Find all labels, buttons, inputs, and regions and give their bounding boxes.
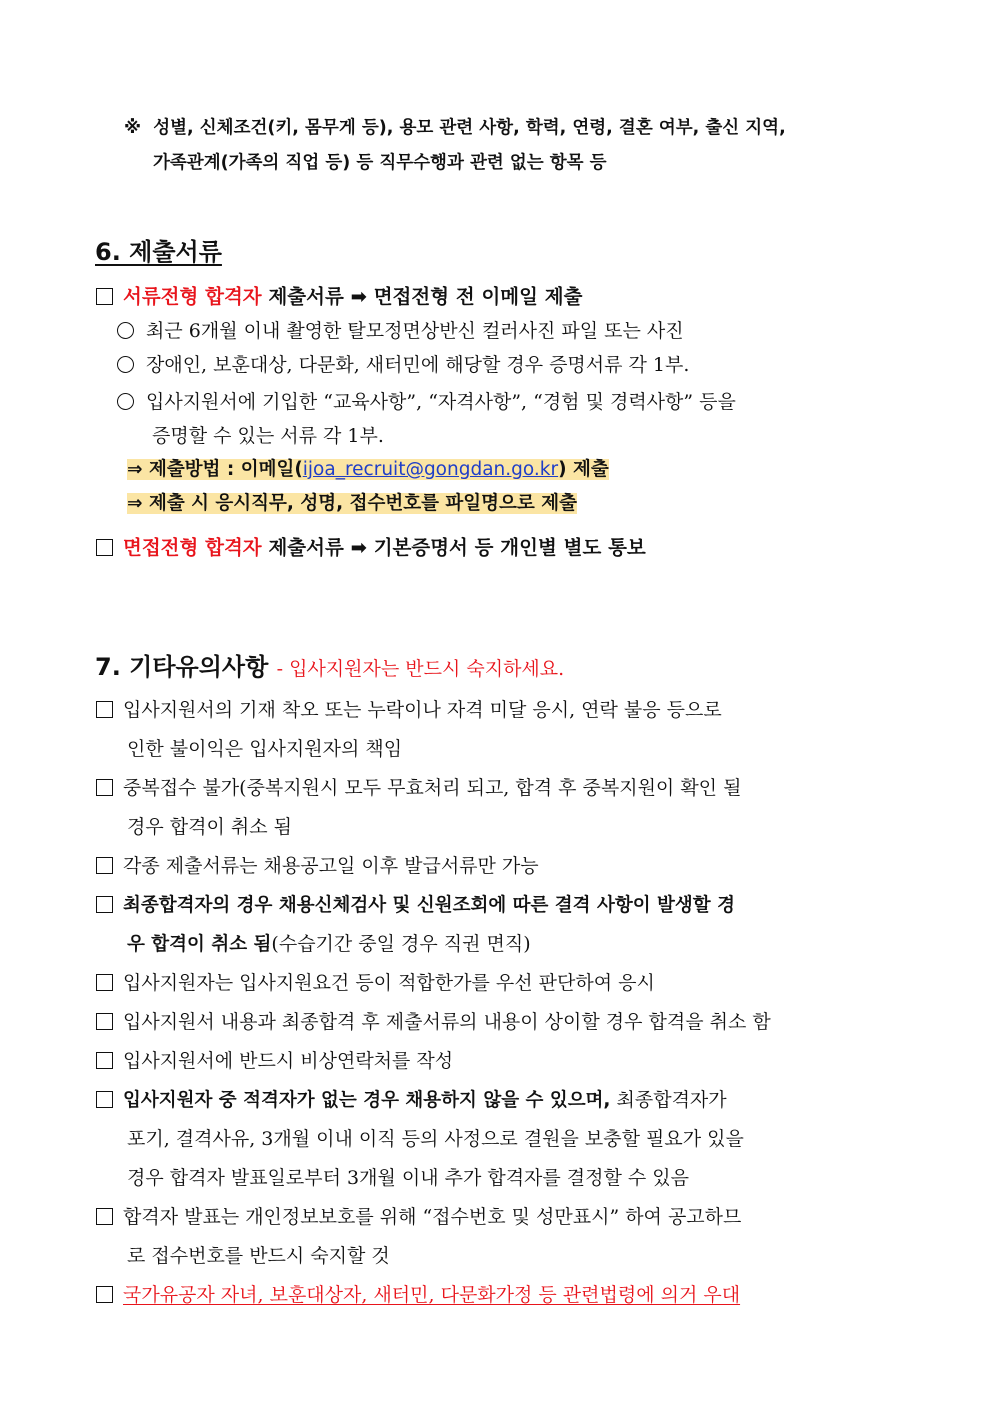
notice-text-bold: 입사지원자 중 적격자가 없는 경우 채용하지 않을 수 있으며, [123, 1090, 611, 1111]
notice-text: (수습기간 중일 경우 직권 면직) [271, 933, 531, 955]
s6-item-2-rest: 제출서류 ➡ 기본증명서 등 개인별 별도 통보 [261, 536, 646, 559]
checkbox-icon [96, 896, 113, 913]
notice-text-red: 국가유공자 자녀, 보훈대상자, 새터민, 다문화가정 등 관련법령에 의거 우대 [123, 1284, 741, 1306]
notice-text: 각종 제출서류는 채용공고일 이후 발급서류만 가능 [123, 855, 539, 877]
circle-bullet-icon [117, 322, 134, 339]
circle-bullet-icon [117, 393, 134, 410]
submit-method [127, 457, 609, 483]
s6-item-2 [96, 535, 646, 561]
s6-sub-1 [117, 318, 684, 344]
s6-sub-3-text: 입사지원서에 기입한 “교육사항”, “자격사항”, “경험 및 경력사항” 등을 [146, 391, 736, 413]
note-text-1: 성별, 신체조건(키, 몸무게 등), 용모 관련 사항, 학력, 연령, 결혼 여부, 출신 지역, [153, 118, 786, 138]
notice-text-bold: 우 합격이 취소 됨 [127, 934, 272, 955]
notice-item [96, 970, 655, 996]
checkbox-icon [96, 779, 113, 796]
notice-item [96, 1087, 727, 1114]
notice-text-bold: 최종합격자의 경우 채용신체검사 및 신원조회에 따른 결격 사항이 발생할 경 [123, 895, 735, 916]
checkbox-icon [96, 1208, 113, 1225]
notice-text: 중복접수 불가(중복지원시 모두 무효처리 되고, 합격 후 중복지원이 확인 될 [123, 777, 742, 799]
notice-item-cont: 인한 불이익은 입사지원자의 책임 [127, 738, 403, 760]
checkbox-icon [96, 701, 113, 718]
notice-item [96, 775, 741, 801]
email-link[interactable]: ijoa_recruit@gongdan.go.kr [302, 459, 559, 480]
filename-note-text: ⇒ 제출 시 응시직무, 성명, 접수번호를 파일명으로 제출 [127, 493, 577, 514]
notice-item [96, 1009, 771, 1035]
checkbox-icon [96, 857, 113, 874]
section-6-heading [95, 236, 222, 268]
s6-item-1-red: 서류전형 합격자 [123, 285, 262, 308]
s6-sub-3 [117, 389, 736, 415]
reference-mark-icon: ※ [124, 118, 142, 138]
notice-item-cont [127, 931, 531, 958]
s6-item-1-rest: 제출서류 ➡ 면접전형 전 이메일 제출 [261, 285, 583, 308]
notice-text: 입사지원자는 입사지원요건 등이 적합한가를 우선 판단하여 응시 [123, 972, 655, 994]
s6-sub-1-text: 최근 6개월 이내 촬영한 탈모정면상반신 컬러사진 파일 또는 사진 [146, 320, 684, 342]
note-line-2: 가족관계(가족의 직업 등) 등 직무수행과 관련 없는 항목 등 [153, 153, 607, 173]
submit-method-highlight [127, 459, 609, 480]
section-7-subtitle: - 입사지원자는 반드시 숙지하세요. [276, 658, 565, 680]
notice-item [96, 853, 539, 879]
notice-text: 입사지원서의 기재 착오 또는 누락이나 자격 미달 응시, 연락 불응 등으로 [123, 699, 722, 721]
s6-sub-2-text: 장애인, 보훈대상, 다문화, 새터민에 해당할 경우 증명서류 각 1부. [146, 354, 690, 376]
checkbox-icon [96, 288, 113, 305]
checkbox-icon [96, 1286, 113, 1303]
section-7-title: 7. 기타유의사항 [95, 653, 269, 681]
notice-text: 입사지원서 내용과 최종합격 후 제출서류의 내용이 상이할 경우 합격을 취소 함 [123, 1011, 771, 1033]
checkbox-icon [96, 1013, 113, 1030]
checkbox-icon [96, 539, 113, 556]
notice-item-preferential [96, 1282, 740, 1308]
notice-item [96, 892, 735, 919]
note-line-1 [124, 115, 786, 141]
submit-method-suffix: ) 제출 [558, 459, 609, 480]
notice-text: 합격자 발표는 개인정보보호를 위해 “접수번호 및 성만표시” 하여 공고하므 [123, 1206, 742, 1228]
checkbox-icon [96, 1052, 113, 1069]
notice-item [96, 1204, 741, 1230]
notice-item-cont: 경우 합격이 취소 됨 [127, 816, 292, 838]
notice-item-cont: 로 접수번호를 반드시 숙지할 것 [127, 1245, 390, 1267]
filename-note [127, 491, 577, 517]
checkbox-icon [96, 974, 113, 991]
submit-method-prefix: ⇒ 제출방법 : 이메일( [127, 459, 303, 480]
section-7-heading [95, 651, 564, 685]
notice-item-cont: 포기, 결격사유, 3개월 이내 이직 등의 사정으로 결원을 보충할 필요가 있을 [127, 1128, 744, 1150]
notice-item-cont: 경우 합격자 발표일로부터 3개월 이내 추가 합격자를 결정할 수 있음 [127, 1167, 690, 1189]
notice-text: 입사지원서에 반드시 비상연락처를 작성 [123, 1050, 454, 1072]
circle-bullet-icon [117, 356, 134, 373]
checkbox-icon [96, 1091, 113, 1108]
s6-sub-2 [117, 352, 689, 378]
s6-item-1 [96, 284, 582, 310]
s6-sub-3-line-2: 증명할 수 있는 서류 각 1부. [152, 425, 384, 447]
notice-text: 최종합격자가 [610, 1089, 727, 1111]
notice-item [96, 1048, 453, 1074]
notice-item [96, 697, 722, 723]
s6-item-2-red: 면접전형 합격자 [123, 536, 262, 559]
section-6-title: 6. 제출서류 [95, 238, 222, 266]
